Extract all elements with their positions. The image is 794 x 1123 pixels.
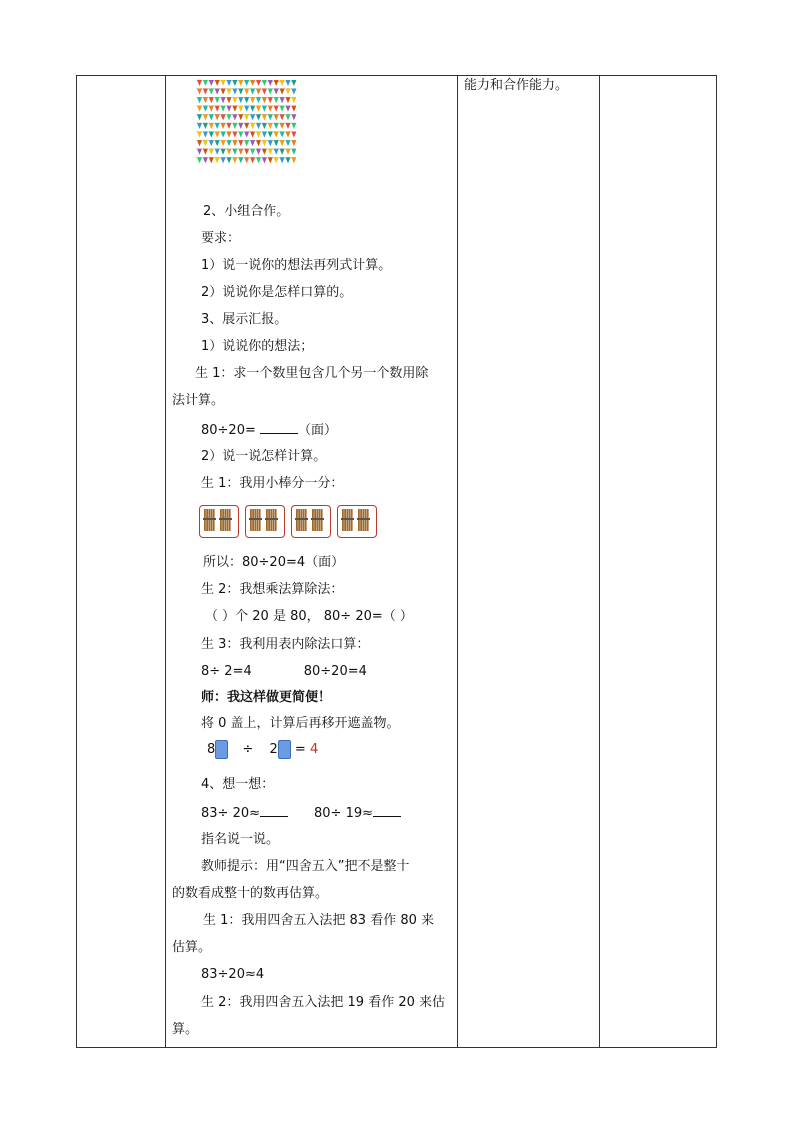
flag <box>262 149 267 155</box>
flag <box>286 157 291 163</box>
flag <box>227 114 232 120</box>
flag <box>250 80 255 86</box>
flag <box>250 89 255 95</box>
flag <box>280 97 285 103</box>
column-divider <box>599 76 600 1047</box>
teacher-hint: 教师提示：用“四舍五入”把不是整十 <box>201 859 410 874</box>
flag <box>291 97 296 103</box>
flag <box>197 97 202 103</box>
flag <box>250 132 255 138</box>
flag <box>244 132 249 138</box>
flag <box>262 123 267 129</box>
student2-estimate: 生 2：我用四舍五入法把 19 看作 20 来估 <box>201 995 446 1010</box>
flag <box>221 80 226 86</box>
cover-box <box>215 740 228 759</box>
flag <box>262 114 267 120</box>
answer-blank <box>260 421 298 434</box>
flag <box>197 140 202 146</box>
bundle-band <box>203 518 216 520</box>
flag <box>197 114 202 120</box>
answer-blank <box>373 804 401 817</box>
cover-box <box>278 740 291 759</box>
flag <box>232 106 237 112</box>
flag <box>209 97 214 103</box>
flag <box>203 149 208 155</box>
student1-answer: 生 1：求一个数里包含几个另一个数用除 <box>195 366 429 381</box>
flag <box>221 149 226 155</box>
flag <box>280 106 285 112</box>
flag <box>221 89 226 95</box>
flag <box>244 89 249 95</box>
flag <box>197 149 202 155</box>
flag <box>244 80 249 86</box>
flag <box>197 157 202 163</box>
how-to-calc-prompt: 2）说一说怎样计算。 <box>201 449 327 464</box>
flag <box>203 132 208 138</box>
flag <box>262 140 267 146</box>
requirement-1: 1）说一说你的想法再列式计算。 <box>201 258 392 273</box>
flag <box>250 114 255 120</box>
flag <box>268 89 273 95</box>
cover-zero-instruction: 将 0 盖上，计算后再移开遮盖物。 <box>201 716 400 731</box>
flag <box>274 97 279 103</box>
flag <box>203 140 208 146</box>
flag <box>262 97 267 103</box>
flag <box>280 123 285 129</box>
flag <box>227 149 232 155</box>
think-heading: 4、想一想： <box>201 777 275 792</box>
flag <box>244 140 249 146</box>
flag <box>232 97 237 103</box>
flag <box>215 97 220 103</box>
flag <box>291 157 296 163</box>
flag <box>209 132 214 138</box>
table-division-row <box>201 663 367 681</box>
flag <box>256 114 261 120</box>
student3-answer: 生 3：我利用表内除法口算： <box>201 637 370 652</box>
stick-bundle <box>199 505 239 538</box>
call-on-students: 指名说一说。 <box>201 832 280 847</box>
flag <box>274 140 279 146</box>
eq-result: 4 <box>309 742 319 757</box>
flag <box>215 80 220 86</box>
ability-note: 能力和合作能力。 <box>464 78 569 93</box>
student1-estimate-cont: 估算。 <box>172 940 212 955</box>
column-divider <box>165 76 166 1047</box>
flag <box>221 114 226 120</box>
flag <box>215 140 220 146</box>
flag <box>203 106 208 112</box>
flag <box>209 140 214 146</box>
flag <box>244 149 249 155</box>
bundle-band <box>219 518 232 520</box>
conclusion-line: 所以：80÷20=4（面） <box>203 555 345 570</box>
flag <box>256 89 261 95</box>
flag <box>291 140 296 146</box>
flag <box>238 157 243 163</box>
flag <box>291 89 296 95</box>
flag <box>268 140 273 146</box>
flag <box>274 149 279 155</box>
report-heading: 3、展示汇报。 <box>201 312 288 327</box>
division-question <box>201 421 337 440</box>
flag <box>215 157 220 163</box>
flag <box>286 140 291 146</box>
bundle-band <box>295 518 308 520</box>
estimation-question <box>201 804 401 823</box>
flag <box>203 123 208 129</box>
flag <box>256 132 261 138</box>
flag <box>268 149 273 155</box>
flag <box>209 89 214 95</box>
flag <box>221 97 226 103</box>
covered-zero-equation <box>207 740 318 764</box>
flag <box>203 114 208 120</box>
flag <box>238 106 243 112</box>
flag <box>244 97 249 103</box>
flag <box>286 132 291 138</box>
flag <box>256 80 261 86</box>
flag <box>286 80 291 86</box>
eq-equals: = <box>294 742 306 757</box>
flag <box>221 157 226 163</box>
flag <box>197 89 202 95</box>
student1-estimate: 生 1：我用四舍五入法把 83 看作 80 来 <box>203 913 435 928</box>
flag <box>238 80 243 86</box>
flag <box>221 132 226 138</box>
estimate-1: 83÷ 20≈ <box>201 806 261 821</box>
eq-divisor: 2 <box>269 742 278 757</box>
division-expression: 80÷20= <box>201 423 261 438</box>
flag <box>227 97 232 103</box>
idea-prompt: 1）说说你的想法； <box>201 339 314 354</box>
flag <box>209 114 214 120</box>
flag <box>262 106 267 112</box>
column-divider <box>457 76 458 1047</box>
flag <box>286 149 291 155</box>
bundle-band <box>265 518 278 520</box>
flag <box>227 132 232 138</box>
flag <box>274 114 279 120</box>
flag <box>238 97 243 103</box>
flag <box>268 132 273 138</box>
flag <box>286 106 291 112</box>
flag <box>215 89 220 95</box>
flag <box>256 106 261 112</box>
tens-division: 80÷20=4 <box>303 664 367 679</box>
student2-answer: 生 2：我想乘法算除法： <box>201 582 344 597</box>
answer-blank <box>260 804 288 817</box>
flag <box>256 157 261 163</box>
flag <box>244 114 249 120</box>
flag <box>268 106 273 112</box>
flag <box>274 89 279 95</box>
stick-bundle <box>245 505 285 538</box>
flag <box>203 80 208 86</box>
flag <box>209 157 214 163</box>
flag <box>291 80 296 86</box>
flag <box>274 157 279 163</box>
flag <box>280 149 285 155</box>
flag <box>238 123 243 129</box>
flag <box>291 149 296 155</box>
requirements-label: 要求： <box>201 231 241 246</box>
flag <box>197 80 202 86</box>
stick-bundle <box>337 505 377 538</box>
flag <box>268 97 273 103</box>
flag <box>244 106 249 112</box>
requirement-2: 2）说说你是怎样口算的。 <box>201 285 353 300</box>
student2-estimate-cont: 算。 <box>172 1022 199 1037</box>
flag <box>250 149 255 155</box>
bunting-flags-image <box>194 78 298 168</box>
flag <box>221 140 226 146</box>
eq-divide-sign: ÷ <box>242 742 254 757</box>
flag <box>238 89 243 95</box>
flag <box>280 114 285 120</box>
flag <box>256 140 261 146</box>
flag <box>203 157 208 163</box>
flag <box>262 132 267 138</box>
flag <box>232 149 237 155</box>
flag <box>232 89 237 95</box>
flag <box>215 132 220 138</box>
flag <box>280 89 285 95</box>
flag <box>209 123 214 129</box>
teacher-remark: 师：我这样做更简便！ <box>201 690 332 705</box>
flag <box>250 157 255 163</box>
flag <box>227 157 232 163</box>
estimate-result: 83÷20≈4 <box>201 967 265 982</box>
flag <box>250 140 255 146</box>
flag <box>262 80 267 86</box>
bundle-band <box>341 518 354 520</box>
flag <box>274 80 279 86</box>
flag <box>280 80 285 86</box>
flag <box>291 123 296 129</box>
flag <box>209 149 214 155</box>
flag <box>291 132 296 138</box>
bundle-band <box>311 518 324 520</box>
bundle-band <box>357 518 370 520</box>
flag <box>280 157 285 163</box>
flag <box>274 132 279 138</box>
flag <box>203 97 208 103</box>
flag <box>215 123 220 129</box>
flag <box>197 132 202 138</box>
flag <box>256 149 261 155</box>
flag <box>250 123 255 129</box>
estimate-2: 80÷ 19≈ <box>314 806 374 821</box>
flag <box>232 157 237 163</box>
flag <box>238 114 243 120</box>
flag <box>250 106 255 112</box>
flag <box>280 140 285 146</box>
flag <box>238 132 243 138</box>
flag <box>244 157 249 163</box>
teacher-hint-cont: 的数看成整十的数再估算。 <box>172 886 329 901</box>
group-work-heading: 2、小组合作。 <box>203 204 290 219</box>
flag <box>256 97 261 103</box>
flag <box>221 123 226 129</box>
flag <box>232 114 237 120</box>
flag <box>197 123 202 129</box>
flag <box>286 97 291 103</box>
flag <box>244 123 249 129</box>
flag <box>232 80 237 86</box>
flag <box>291 114 296 120</box>
flag <box>262 157 267 163</box>
flag <box>227 140 232 146</box>
flag <box>232 123 237 129</box>
flag <box>274 106 279 112</box>
flag <box>268 157 273 163</box>
eq-dividend: 8 <box>207 742 216 757</box>
flag <box>197 106 202 112</box>
flag <box>232 140 237 146</box>
multiplication-question: （ ）个 20 是 80， 80÷ 20=（ ） <box>205 609 413 624</box>
flag <box>268 80 273 86</box>
flag <box>215 114 220 120</box>
student1-sticks: 生 1：我用小棒分一分： <box>201 476 344 491</box>
flag <box>227 123 232 129</box>
flag <box>256 123 261 129</box>
bundle-band <box>249 518 262 520</box>
flag <box>238 140 243 146</box>
flag <box>232 132 237 138</box>
flag <box>291 106 296 112</box>
flag <box>250 97 255 103</box>
flag <box>268 114 273 120</box>
flag <box>280 132 285 138</box>
flag <box>209 80 214 86</box>
flag <box>274 123 279 129</box>
flag <box>203 89 208 95</box>
flag <box>209 106 214 112</box>
flag <box>262 89 267 95</box>
flag <box>238 149 243 155</box>
flag <box>268 123 273 129</box>
flag <box>286 114 291 120</box>
flag <box>227 106 232 112</box>
unit-label: （面） <box>298 423 338 438</box>
flag <box>221 106 226 112</box>
flag <box>227 80 232 86</box>
flag <box>227 89 232 95</box>
student1-answer-cont: 法计算。 <box>172 393 225 408</box>
stick-bundle <box>291 505 331 538</box>
basic-division: 8÷ 2=4 <box>201 664 252 679</box>
flag <box>286 89 291 95</box>
flag <box>286 123 291 129</box>
flag <box>215 106 220 112</box>
flag <box>215 149 220 155</box>
